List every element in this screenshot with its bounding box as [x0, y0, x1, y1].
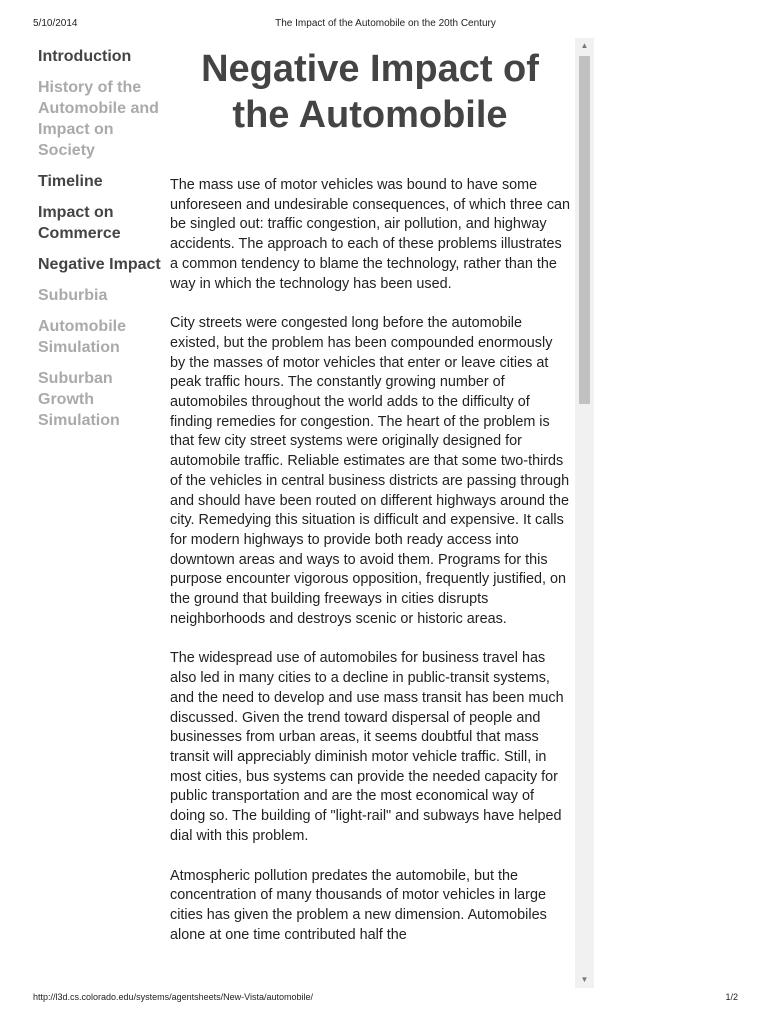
print-date: 5/10/2014 — [33, 18, 78, 29]
print-title: The Impact of the Automobile on the 20th Century — [275, 18, 496, 29]
print-page-number: 1/2 — [725, 992, 738, 1002]
paragraph: The widespread use of automobiles for business travel has also led in many cities to a decline in public-transit systems, and the need to develop and use mass transit has been much discussed. Given the trend toward dispersal of people and businesses from urban areas, it seems doubtful that mass transit will appreciably diminish motor vehicle traffic. Still, in most cities, bus systems can provide the needed capacity for public transportation and are the most economical way of doing so. The building of "light-rail" and subways have helped dial with this problem. — [170, 650, 564, 844]
scroll-down-arrow-icon[interactable]: ▼ — [580, 975, 589, 984]
sidebar-nav — [38, 46, 163, 441]
paragraph: City streets were congested long before the automobile existed, but the problem has been compounded enormously by the masses of motor vehicles that enter or leave cities at peak traffic hours. The constantly growing number of automobiles throughout the world adds to the difficulty of finding remedies for congestion. The heart of the problem is that few city street systems were originally designed for automobile traffic. Reliable estimates are that some two-thirds of the vehicles in central business districts are passing through and should have been routed on different highways around the city. Remedying this situation is difficult and expensive. It calls for modern highways to provide both ready access into downtown areas and ways to avoid them. Programs for this purpose encounter vigorous opposition, frequently justified, on the ground that building freeways in cities disrupts neighborhoods and destroys scenic or historic areas. — [170, 315, 570, 627]
sidebar-item-suburban-growth-simulation[interactable]: Suburban Growth Simulation — [38, 370, 120, 429]
print-footer — [33, 992, 738, 1006]
sidebar-item-impact-on-commerce[interactable]: Impact on Commerce — [38, 204, 121, 242]
print-header — [33, 18, 738, 32]
sidebar-item-introduction[interactable]: Introduction — [38, 48, 132, 65]
sidebar-item-suburbia[interactable]: Suburbia — [38, 287, 108, 304]
page-title: Negative Impact of the Automobile — [201, 48, 539, 136]
print-url: http://l3d.cs.colorado.edu/systems/agentsheets/New-Vista/automobile/ — [33, 992, 313, 1002]
scrollbar-thumb[interactable] — [579, 56, 590, 404]
paragraph: The mass use of motor vehicles was bound to have some unforeseen and undesirable consequences, of which three can be singled out: traffic congestion, air pollution, and highway accidents. The approach to each of these problems illustrates a common tendency to blame the technology, rather than the way in which the technology has been used. — [170, 177, 571, 292]
sidebar-item-timeline[interactable]: Timeline — [38, 173, 103, 190]
sidebar-item-history[interactable]: History of the Automobile and Impact on Society — [38, 79, 159, 159]
scroll-up-arrow-icon[interactable]: ▲ — [580, 41, 589, 50]
sidebar-item-automobile-simulation[interactable]: Automobile Simulation — [38, 318, 126, 356]
main-content — [170, 46, 570, 965]
sidebar-item-negative-impact[interactable]: Negative Impact — [38, 256, 161, 273]
vertical-scrollbar[interactable] — [575, 38, 594, 988]
paragraph: Atmospheric pollution predates the automobile, but the concentration of many thousands of motor vehicles in large cities has given the problem a new dimension. Automobiles alone at one time contributed half the — [170, 867, 547, 943]
page-viewport — [30, 38, 594, 988]
